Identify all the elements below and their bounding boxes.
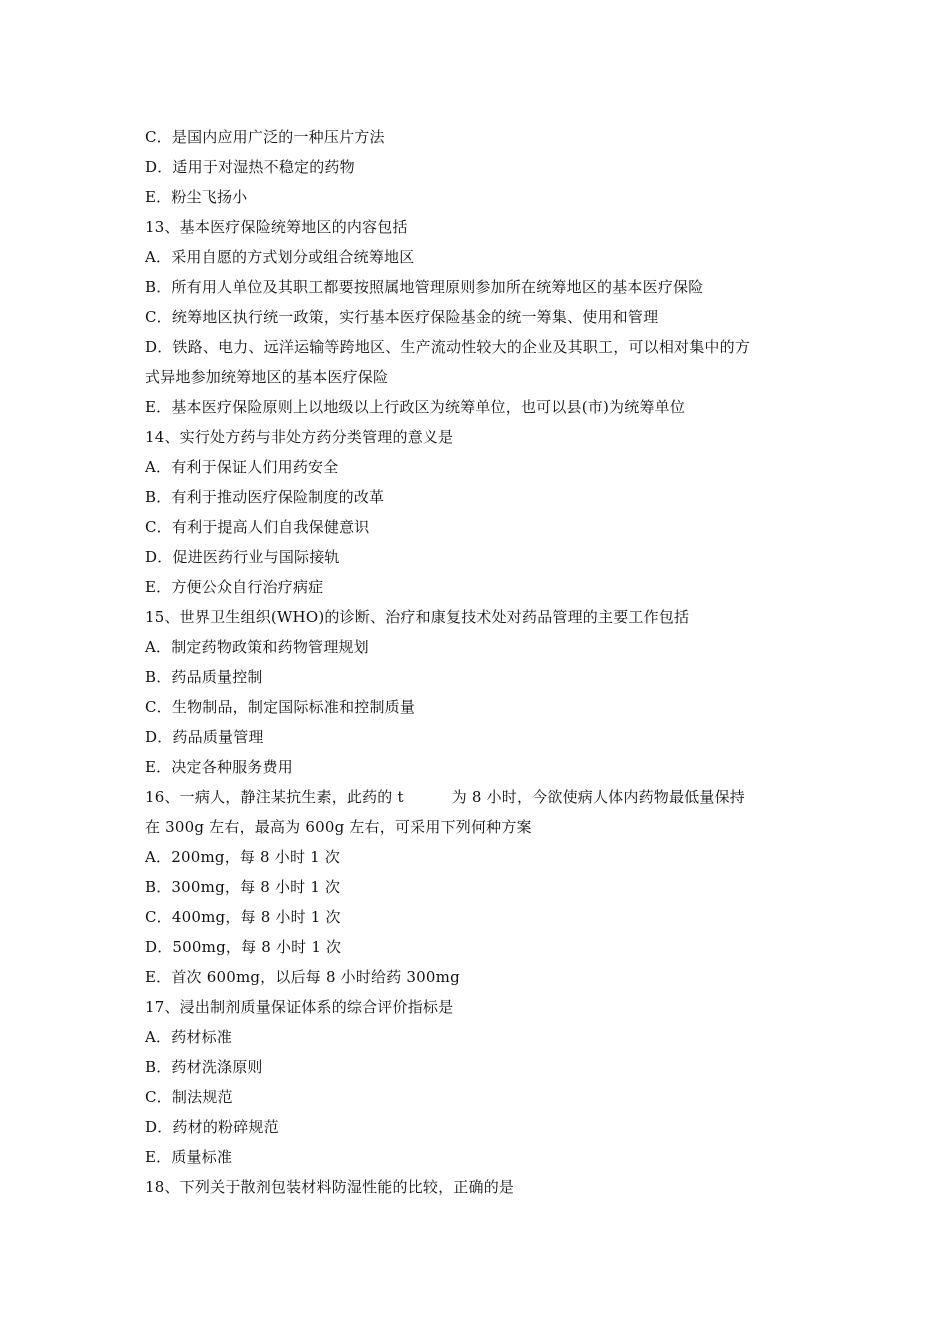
q15-option-c: C．生物制品，制定国际标准和控制质量 bbox=[145, 698, 416, 716]
q15-option-d: D．药品质量管理 bbox=[145, 728, 264, 746]
q13-option-e: E．基本医疗保险原则上以地级以上行政区为统筹单位，也可以县(市)为统筹单位 bbox=[145, 398, 686, 416]
q16-part1: 16、一病人，静注某抗生素，此药的 t bbox=[145, 788, 404, 806]
question-17: 17、浸出制剂质量保证体系的综合评价指标是 bbox=[145, 998, 454, 1016]
question-18: 18、下列关于散剂包装材料防湿性能的比较，正确的是 bbox=[145, 1178, 515, 1196]
document-body bbox=[145, 122, 815, 1202]
option-d-text: D．适用于对湿热不稳定的药物 bbox=[145, 158, 355, 176]
q17-option-b: B．药材洗涤原则 bbox=[145, 1058, 263, 1076]
q15-option-b: B．药品质量控制 bbox=[145, 668, 263, 686]
question-16-line1 bbox=[145, 782, 815, 812]
q14-option-d: D．促进医药行业与国际接轨 bbox=[145, 548, 340, 566]
q17-option-e: E．质量标准 bbox=[145, 1148, 233, 1166]
q16-option-d: D．500mg，每 8 小时 1 次 bbox=[145, 938, 342, 956]
q13-option-a: A．采用自愿的方式划分或组合统筹地区 bbox=[145, 248, 415, 266]
q13-option-b: B．所有用人单位及其职工都要按照属地管理原则参加所在统筹地区的基本医疗保险 bbox=[145, 278, 704, 296]
q13-option-d-line2: 式异地参加统筹地区的基本医疗保险 bbox=[145, 368, 389, 386]
question-13: 13、基本医疗保险统筹地区的内容包括 bbox=[145, 218, 408, 236]
q15-option-e: E．决定各种服务费用 bbox=[145, 758, 293, 776]
question-15: 15、世界卫生组织(WHO)的诊断、治疗和康复技术处对药品管理的主要工作包括 bbox=[145, 608, 690, 626]
q14-option-a: A．有利于保证人们用药安全 bbox=[145, 458, 339, 476]
q14-option-b: B．有利于推动医疗保险制度的改革 bbox=[145, 488, 385, 506]
q17-option-c: C．制法规范 bbox=[145, 1088, 233, 1106]
question-16-line2: 在 300g 左右，最高为 600g 左右，可采用下列何种方案 bbox=[145, 818, 532, 836]
q17-option-d: D．药材的粉碎规范 bbox=[145, 1118, 279, 1136]
q16-option-e: E．首次 600mg，以后每 8 小时给药 300mg bbox=[145, 968, 460, 986]
q14-option-e: E．方便公众自行治疗病症 bbox=[145, 578, 324, 596]
q16-option-c: C．400mg，每 8 小时 1 次 bbox=[145, 908, 341, 926]
q16-part2: 为 8 小时，今欲使病人体内药物最低量保持 bbox=[451, 788, 745, 806]
q15-option-a: A．制定药物政策和药物管理规划 bbox=[145, 638, 369, 656]
q16-option-b: B．300mg，每 8 小时 1 次 bbox=[145, 878, 341, 896]
option-e-text: E．粉尘飞扬小 bbox=[145, 188, 248, 206]
q14-option-c: C．有利于提高人们自我保健意识 bbox=[145, 518, 370, 536]
q16-option-a: A．200mg，每 8 小时 1 次 bbox=[145, 848, 341, 866]
q17-option-a: A．药材标准 bbox=[145, 1028, 233, 1046]
question-14: 14、实行处方药与非处方药分类管理的意义是 bbox=[145, 428, 454, 446]
q13-option-c: C．统筹地区执行统一政策，实行基本医疗保险基金的统一筹集、使用和管理 bbox=[145, 308, 659, 326]
q13-option-d-line1: D．铁路、电力、远洋运输等跨地区、生产流动性较大的企业及其职工，可以相对集中的方 bbox=[145, 338, 751, 356]
option-c-text: C．是国内应用广泛的一种压片方法 bbox=[145, 128, 385, 146]
